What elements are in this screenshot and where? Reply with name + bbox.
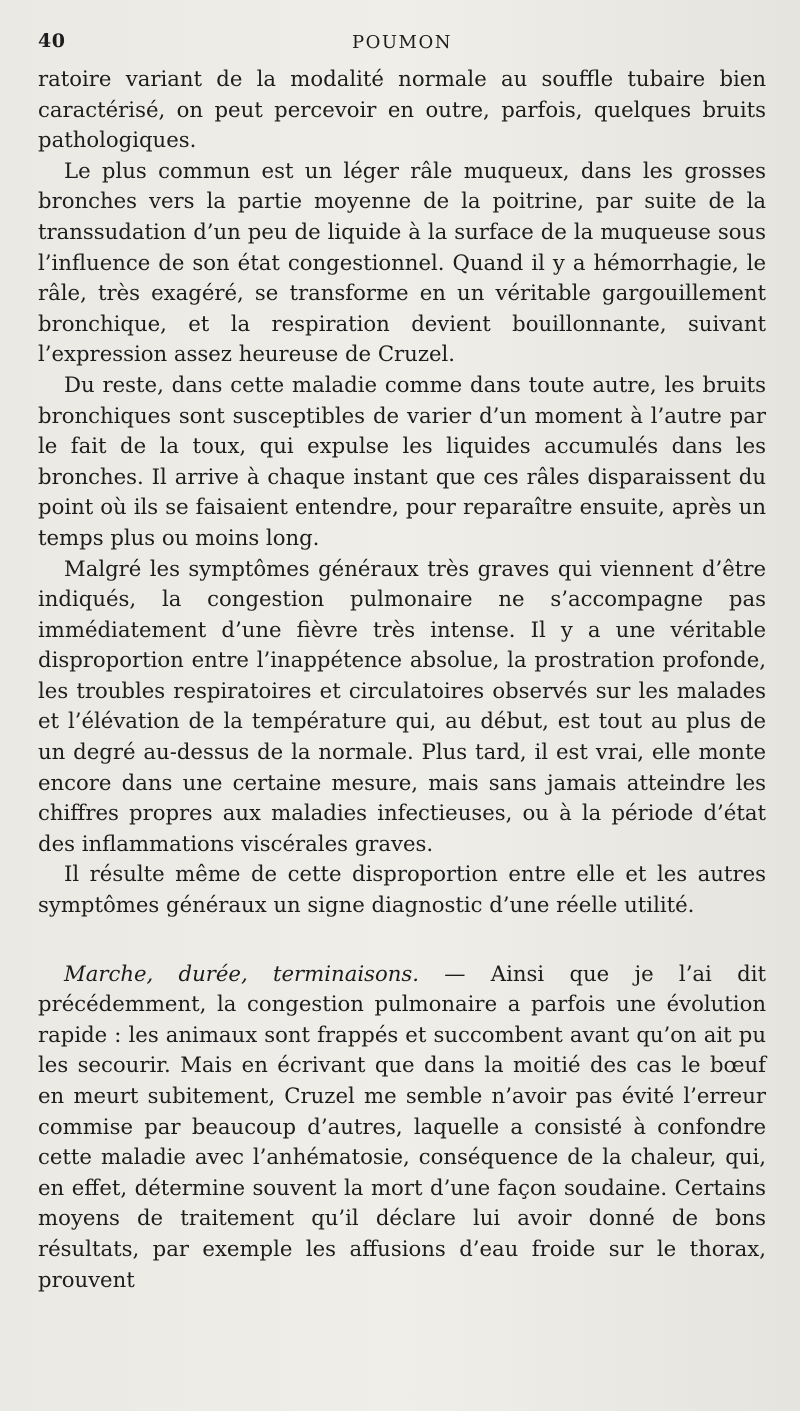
body-text <box>38 64 766 1295</box>
paragraph-fievre: Malgré les symptômes généraux très graves qui viennent d’être indiqués, la congestion pulmonaire ne s’accompagne pas immédiatement d’une fièvre très intense. Il y a une véritable disproportion entre l’inappétence absolue, la prostration profonde, les troubles respiratoires et circulatoires observés sur les malades et l’élévation de la température qui, au début, est tout au plus de un degré au-dessus de la normale. Plus tard, il est vrai, elle monte encore dans une certaine mesure, mais sans jamais atteindre les chiffres propres aux maladies infectieuses, ou à la période d’état des inflammations viscérales graves. <box>38 555 766 856</box>
page-number: 40 <box>38 30 66 52</box>
paragraph-rales: Le plus commun est un léger râle muqueux, dans les grosses bronches vers la partie moyenne de la poitrine, par suite de la transsudation d’un peu de liquide à la surface de la muqueuse sous l’influence de son état congestionnel. Quand il y a hémorrhagie, le râle, très exagéré, se transforme en un véritable gargouillement bronchique, et la respiration devient bouillonnante, suivant l’expression assez heureuse de Cruzel. <box>38 157 766 367</box>
section-gap <box>38 921 766 959</box>
paragraph-continued: ratoire variant de la modalité normale au souffle tubaire bien caractérisé, on peut percevoir en outre, parfois, quelques bruits pathologiques. <box>38 66 766 153</box>
paragraph-bruits-bronchiques: Du reste, dans cette maladie comme dans toute autre, les bruits bronchiques sont susceptibles de varier d’un moment à l’autre par le fait de la toux, qui expulse les liquides accumulés dans les bronches. Il arrive à chaque instant que ces râles disparaissent du point où ils se faisaient entendre, pour reparaître ensuite, après un temps plus ou moins long. <box>38 371 766 550</box>
running-head <box>38 24 766 64</box>
section-paragraph <box>38 959 766 1296</box>
running-title: POUMON <box>352 32 452 53</box>
section-heading: Marche, durée, terminaisons. <box>64 960 419 986</box>
paragraph-disproportion: Il résulte même de cette disproportion entre elle et les autres symptômes généraux un signe diagnostic d’une réelle utilité. <box>38 861 766 918</box>
section-text: — Ainsi que je l’ai dit précédemment, la congestion pulmonaire a parfois une évolution rapide : les animaux sont frappés et succombent avant qu’on ait pu les secourir. Mais en écrivant que dans la moitié des cas le bœuf en meurt subitement, Cruzel me semble n’avoir pas évité l’erreur commise par beaucoup d’autres, laquelle a consisté à confondre cette maladie avec l’anhématosie, conséquence de la chaleur, qui, en effet, détermine souvent la mort d’une façon soudaine. Certains moyens de traitement qu’il déclare lui avoir donné de bons résultats, par exemple les affusions d’eau froide sur le thorax, prouvent <box>38 960 766 1292</box>
